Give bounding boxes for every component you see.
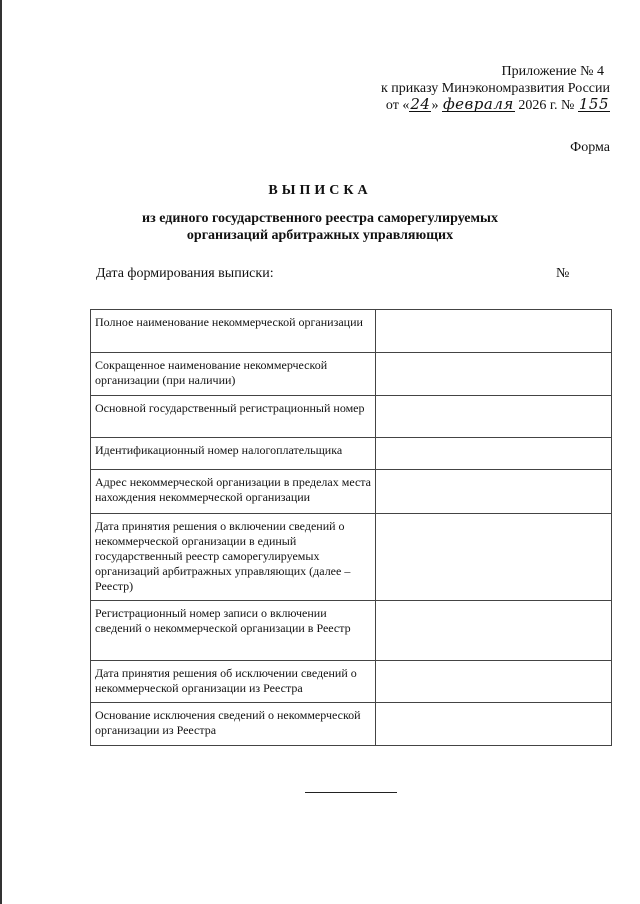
date-year-text: 2026 г. №: [518, 98, 578, 113]
row-label: Идентификационный номер налогоплательщика: [91, 438, 376, 470]
row-value-cell[interactable]: [375, 470, 611, 514]
table-row: [91, 703, 612, 746]
table-row: [91, 438, 612, 470]
appendix-order-ref: к приказу Минэкономразвития России: [380, 81, 610, 96]
registry-extract-table: [90, 309, 612, 746]
handwritten-month: февраля: [442, 95, 514, 113]
row-value-cell[interactable]: [375, 514, 611, 601]
row-label: Основание исключения сведений о некоммерческой организации из Реестра: [91, 703, 376, 746]
handwritten-day: 24: [410, 95, 431, 113]
scan-edge: [0, 0, 2, 904]
end-divider: [305, 792, 397, 793]
row-value-cell[interactable]: [375, 396, 611, 438]
handwritten-order-number: 155: [578, 95, 609, 113]
table-row: [91, 470, 612, 514]
row-label: Сокращенное наименование некоммерческой организации (при наличии): [91, 353, 376, 396]
row-value-cell[interactable]: [375, 703, 611, 746]
date-prefix: от «: [385, 98, 410, 113]
table-row: [91, 514, 612, 601]
appendix-number: Приложение № 4: [501, 64, 604, 79]
number-sign: №: [556, 266, 570, 281]
table-row: [91, 661, 612, 703]
document-title: ВЫПИСКА: [268, 183, 372, 198]
generation-date-label: Дата формирования выписки:: [96, 266, 274, 281]
row-label: Основной государственный регистрационный номер: [91, 396, 376, 438]
row-value-cell[interactable]: [375, 601, 611, 661]
appendix-date-line: [381, 97, 610, 114]
row-value-cell[interactable]: [375, 310, 611, 353]
date-day-close: »: [431, 98, 442, 113]
table-row: [91, 601, 612, 661]
row-label: Полное наименование некоммерческой организации: [91, 310, 376, 353]
table-row: [91, 310, 612, 353]
row-label: Дата принятия решения о включении сведений о некоммерческой организации в единый государственный реестр саморегулируемых организаций арбитражных управляющих (далее – Реестр): [91, 514, 376, 601]
row-value-cell[interactable]: [375, 438, 611, 470]
row-value-cell[interactable]: [375, 661, 611, 703]
form-label: Форма: [570, 140, 610, 155]
row-label: Адрес некоммерческой организации в пределах места нахождения некоммерческой организации: [91, 470, 376, 514]
table-row: [91, 396, 612, 438]
row-label: Регистрационный номер записи о включении сведений о некоммерческой организации в Реестр: [91, 601, 376, 661]
row-label: Дата принятия решения об исключении сведений о некоммерческой организации из Реестра: [91, 661, 376, 703]
table-row: [91, 353, 612, 396]
appendix-block: [381, 63, 610, 114]
row-value-cell[interactable]: [375, 353, 611, 396]
document-subtitle: из единого государственного реестра саморегулируемых организаций арбитражных управляющих: [142, 211, 498, 243]
